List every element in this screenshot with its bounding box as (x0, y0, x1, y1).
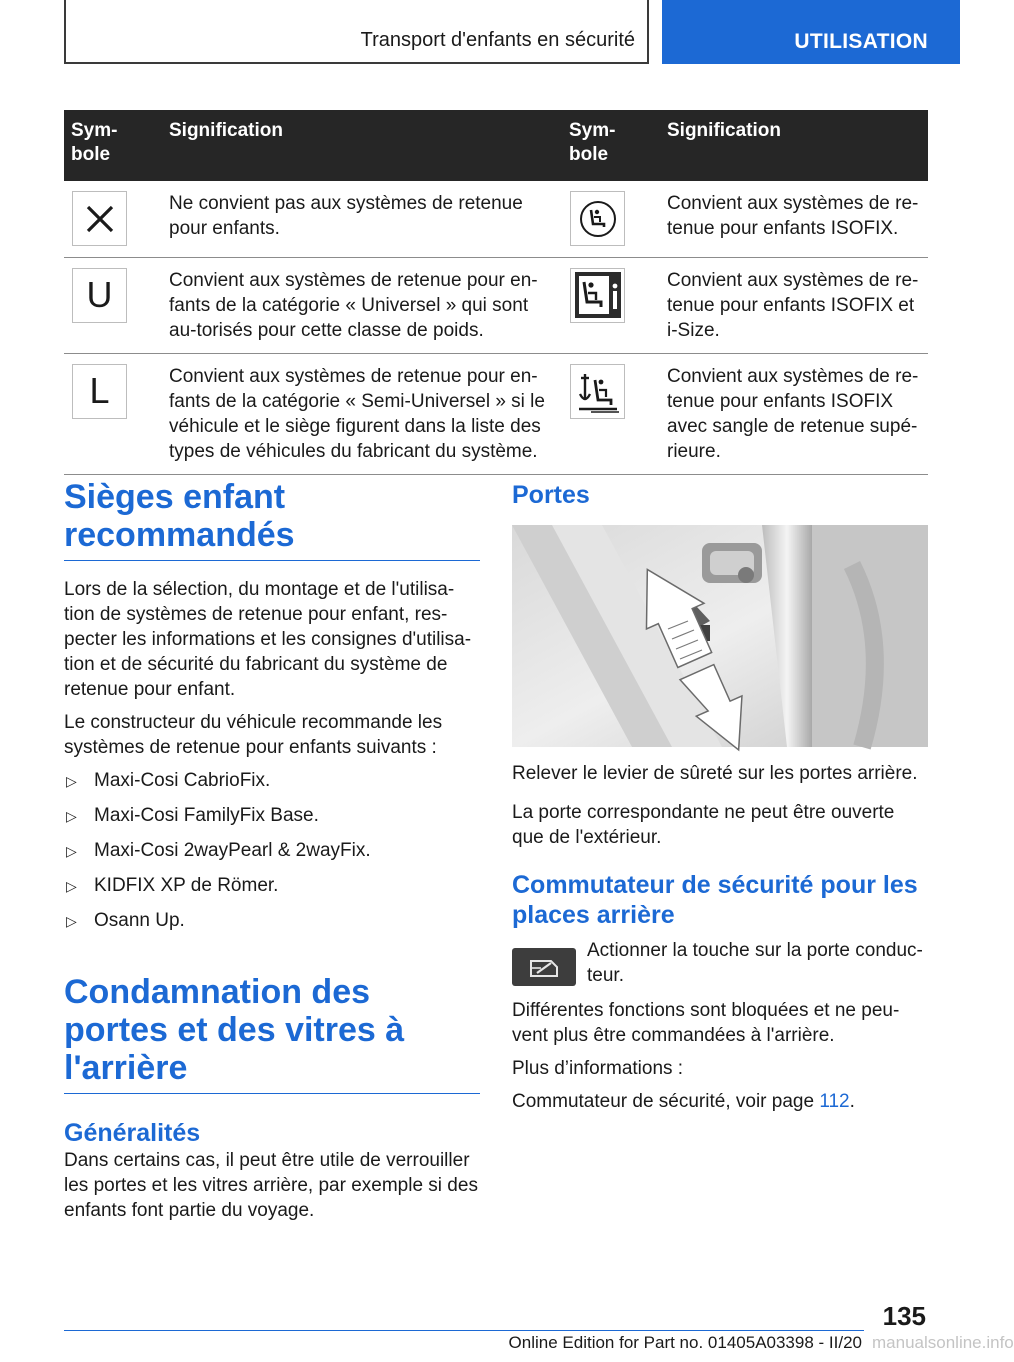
isofix-isize-icon (570, 268, 625, 323)
cross-reference: Commutateur de sécurité, voir page 112. (512, 1091, 855, 1112)
door-lock-lever-photo (512, 525, 928, 747)
heading-door-window-lock: Condamnation des portes et des vitres à l'arrière (64, 973, 480, 1094)
table-cell-text: Convient aux systèmes de re-tenue pour enfants ISOFIX avec sangle de retenue supé-rieure. (660, 353, 928, 474)
section-tab[interactable] (662, 0, 960, 64)
page-link[interactable]: 112 (819, 1091, 850, 1112)
table-cell-text: Convient aux systèmes de retenue pour en-fants de la catégorie « Universel » qui sont au-torisés pour cette classe de poids. (162, 257, 562, 353)
chapter-title: Transport d'enfants en sécurité (360, 29, 635, 51)
table-cell-text: Convient aux systèmes de retenue pour en-fants de la catégorie « Semi-Universel » si le véhicule et le siège figurent dans la liste des types de véhicules du fabricant du système. (162, 353, 562, 474)
paragraph: Différentes fonctions sont bloquées et ne peu-vent plus être commandées à l'arrière. (512, 1000, 900, 1046)
page-number: 135 (882, 1301, 926, 1331)
heading-general: Généralités (64, 1119, 201, 1147)
section-tab-label: UTILISATION (794, 30, 928, 53)
paragraph: Relever le levier de sûreté sur les portes arrière. (512, 763, 918, 784)
col-header-symbol-left: Sym- bole (64, 110, 162, 181)
paragraph: Dans certains cas, il peut être utile de verrouiller les portes et les vitres arrière, par exemple si des enfants font partie du voyage. (64, 1150, 478, 1221)
footer-divider (64, 1330, 864, 1331)
right-column (512, 478, 928, 1122)
col-header-meaning-left: Signification (162, 110, 562, 181)
table-cell-text: Convient aux systèmes de re-tenue pour enfants ISOFIX et i-Size. (660, 257, 928, 353)
letter-u-icon: U (72, 268, 127, 323)
paragraph: Le constructeur du véhicule recommande les systèmes de retenue pour enfants suivants : (64, 712, 443, 758)
heading-recommended-seats: Sièges enfant recommandés (64, 478, 480, 561)
edition-note: Online Edition for Part no. 01405A03398 - II/20 (508, 1333, 862, 1352)
triangle-bullet-icon: ▷ (66, 878, 77, 894)
heading-rear-safety-switch: Commutateur de sécurité pour les places arrière (512, 871, 918, 929)
isofix-icon (570, 191, 625, 246)
recommended-seat-list (64, 768, 480, 935)
list-item: ▷ KIDFIX XP de Römer. (64, 873, 480, 900)
table-header-row (64, 110, 928, 181)
col-header-meaning-right: Signification (660, 110, 928, 181)
heading-doors: Portes (512, 481, 590, 509)
list-item: ▷ Osann Up. (64, 908, 480, 935)
table-cell-text: Ne convient pas aux systèmes de retenue pour enfants. (162, 181, 562, 257)
isofix-top-tether-icon (570, 364, 625, 419)
header-chapter-box (64, 0, 649, 64)
table-row (64, 257, 928, 353)
list-item: ▷ Maxi-Cosi FamilyFix Base. (64, 803, 480, 830)
paragraph: Actionner la touche sur la porte conduc-teur. (587, 940, 923, 986)
table-row (64, 181, 928, 257)
table-cell-text: Convient aux systèmes de re-tenue pour enfants ISOFIX. (660, 181, 928, 257)
paragraph: Plus d’informations : (512, 1058, 684, 1079)
cross-icon (72, 191, 127, 246)
watermark: manualsonline.info (872, 1333, 1014, 1352)
window-lock-button-icon (512, 948, 576, 986)
triangle-bullet-icon: ▷ (66, 808, 77, 824)
triangle-bullet-icon: ▷ (66, 843, 77, 859)
table-row (64, 353, 928, 474)
triangle-bullet-icon: ▷ (66, 773, 77, 789)
list-item: ▷ Maxi-Cosi CabrioFix. (64, 768, 480, 795)
symbol-table (64, 110, 928, 475)
triangle-bullet-icon: ▷ (66, 913, 77, 929)
letter-l-icon: L (72, 364, 127, 419)
col-header-symbol-right: Sym- bole (562, 110, 660, 181)
paragraph: Lors de la sélection, du montage et de l'utilisa-tion de systèmes de retenue pour enfant, res-pecter les informations et les consignes d'utilisa-tion et de sécurité du fabricant du système de retenue pour enfant. (64, 579, 472, 700)
paragraph: La porte correspondante ne peut être ouverte que de l'extérieur. (512, 802, 895, 848)
left-column (64, 478, 480, 1231)
safety-switch-row (512, 938, 928, 988)
list-item: ▷ Maxi-Cosi 2wayPearl & 2wayFix. (64, 838, 480, 865)
